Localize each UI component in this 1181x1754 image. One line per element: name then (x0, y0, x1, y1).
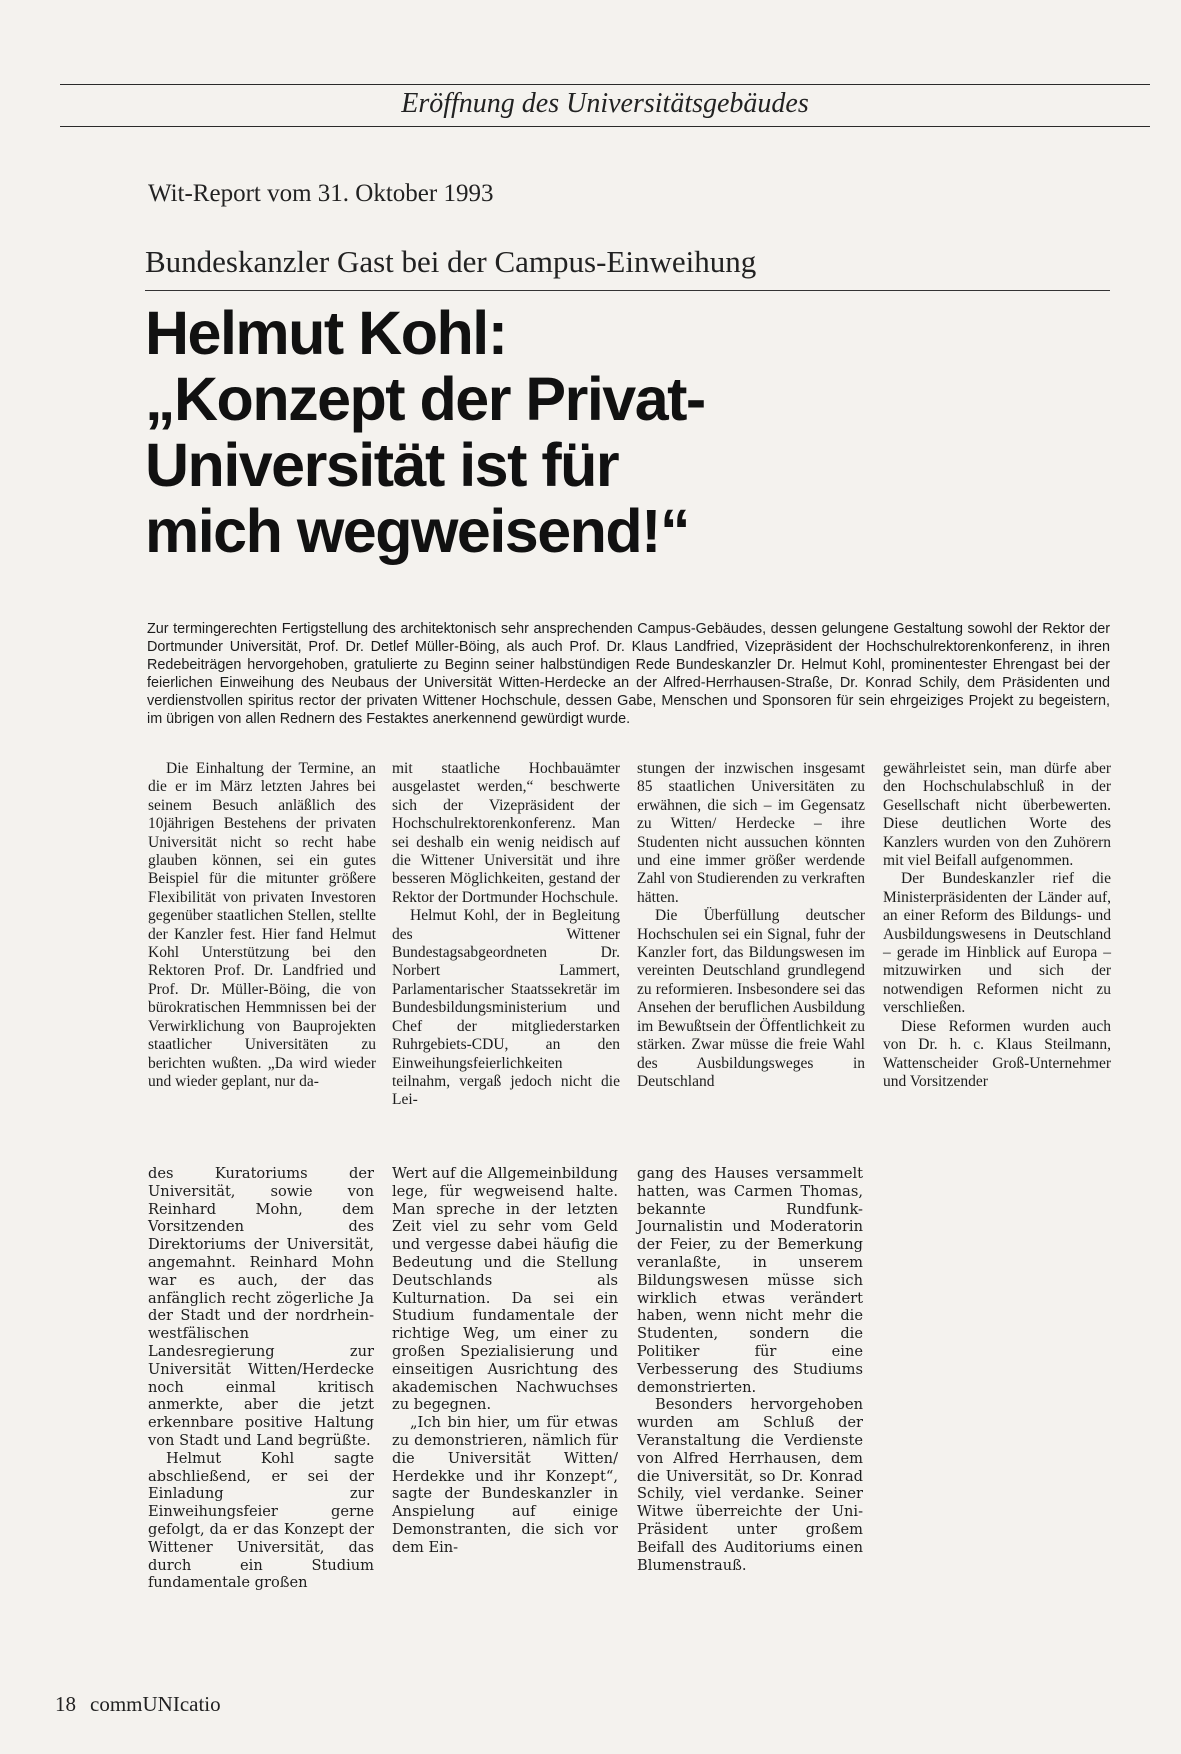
article-paragraph: Helmut Kohl, der in Begleitung des Wittener Bundestagsabgeordneten Dr. Norbert Lammert, Parlamentarischer Staatssekretär im Bundesbildungsministerium und Chef der mitgliederstarken Ruhrgebiets-CDU, an den Einweihungsfeierlichkeiten teilnahm, vergaß jedoch nicht die Lei- (392, 907, 620, 1109)
article-paragraph: des Kuratoriums der Universität, sowie von Reinhard Mohn, dem Vorsitzenden des Direktoriums der Universität, angemahnt. Reinhard Mohn war es auch, der das anfänglich recht zögerliche Ja der Stadt und der nordrhein-westfälischen Landesregierung zur Universität Witten/Herdecke noch einmal kritisch anmerkte, aber die jetzt erkennbare positive Haltung von Stadt und Land begrüßte. (148, 1165, 374, 1449)
headline-line: „Konzept der Privat- (145, 365, 705, 433)
article-paragraph: Diese Reformen wurden auch von Dr. h. c. Klaus Steilmann, Wattenscheider Groß-Unternehmer und Vorsitzender (883, 1017, 1111, 1090)
article-paragraph: gewährleistet sein, man dürfe aber den Hochschulabschluß in der Gesellschaft nicht überbewerten. Diese deutlichen Worte des Kanzlers wurden von den Zuhörern mit viel Beifall aufgenommen. (883, 760, 1111, 870)
article-paragraph: Die Überfüllung deutscher Hochschulen sei ein Signal, fuhr der Kanzler fort, das Bildungswesen im vereinten Deutschland grundlegend zu reformieren. Insbesondere sei das Ansehen der beruflichen Ausbildung im Bewußtsein der Öffentlichkeit zu stärken. Zwar müsse die freie Wahl des Ausbildungsweges in Deutschland (637, 907, 865, 1090)
headline-line: Universität ist für (145, 431, 619, 499)
headline-line: mich wegweisend!“ (145, 497, 689, 565)
article-column (148, 1165, 374, 1592)
article-column (637, 760, 865, 1091)
article-paragraph: gang des Hauses versammelt hatten, was Carmen Thomas, bekannte Rundfunk-Journalistin und Moderatorin der Feier, zu der Bemerkung veranlaßte, in unserem Bildungswesen müsse sich wirklich etwas verändert haben, wenn nicht mehr die Studenten, sondern die Politiker für eine Verbesserung des Studiums demonstrierten. (637, 1165, 863, 1396)
page-number: 18 (55, 1692, 76, 1716)
article-column (637, 1165, 863, 1574)
section-title: Eröffnung des Universitätsgebäudes (401, 88, 809, 119)
lead-paragraph: Zur termingerechten Fertigstellung des architektonisch sehr ansprechenden Campus-Gebäudes, dessen gelungene Gestaltung sowohl der Rektor der Dortmunder Universität, Prof. Dr. Detlef Müller-Böing, als auch Prof. Dr. Klaus Landfried, Vizepräsident der Hochschulrektorenkonferenz, in ihren Redebeiträgen hervorgehoben, gratulierte zu Beginn seiner halbstündigen Rede Bundeskanzler Dr. Helmut Kohl, prominentester Ehrengast bei der feierlichen Einweihung des Neubaus der Universität Witten-Herdecke an der Alfred-Herrhausen-Straße, Dr. Konrad Schily, dem Präsidenten und verdienstvollen spiritus rector der privaten Wittener Hochschule, dessen Gabe, Menschen und Sponsoren für sein ehrgeiziges Projekt zu begeistern, im übrigen von allen Rednern des Festaktes anerkennend gewürdigt wurde. (147, 621, 1110, 727)
article-paragraph: Wert auf die Allgemeinbildung lege, für wegweisend halte. Man spreche in der letzten Zeit viel zu sehr vom Geld und vergesse dabei häufig die Bedeutung und die Stellung Deutschlands als Kulturnation. Da sei ein Studium fundamentale der richtige Weg, um einer zu großen Spezialisierung und einseitigen Ausrichtung des akademischen Nachwuchses zu begegnen. (392, 1165, 618, 1414)
magazine-name: commUNIcatio (90, 1692, 221, 1716)
section-rule (60, 126, 1150, 127)
headline-line: Helmut Kohl: (145, 299, 507, 367)
article-paragraph: Besonders hervorgehoben wurden am Schluß der Veranstaltung die Verdienste von Alfred Herrhausen, dem die Universität, so Dr. Konrad Schily, viel verdanke. Seiner Witwe überreichte der Uni-Präsident unter großem Beifall des Auditoriums einen Blumenstrauß. (637, 1396, 863, 1574)
report-date-line: Wit-Report vom 31. Oktober 1993 (148, 180, 494, 207)
page-footer (55, 1692, 221, 1717)
article-paragraph: Die Einhaltung der Termine, an die er im März letzten Jahres bei seinem Besuch anläßlich des 10jährigen Bestehens der privaten Universität nicht so recht habe glauben können, sei ein gutes Beispiel für die mitunter größere Flexibilität von privaten Investoren gegenüber staatlichen Stellen, stellte der Kanzler fest. Hier fand Helmut Kohl Unterstützung bei den Rektoren Prof. Dr. Landfried und Prof. Dr. Müller-Böing, die von bürokratischen Hemmnissen bei der Verwirklichung von Bauprojekten staatlicher Universitäten zu berichten wußten. „Da wird wieder und wieder geplant, nur da- (148, 760, 376, 1090)
article-paragraph: Helmut Kohl sagte abschließend, er sei der Einladung zur Einweihungsfeier gerne gefolgt, da er das Konzept der Wittener Universität, das durch ein Studium fundamentale großen (148, 1449, 374, 1592)
top-rule (60, 84, 1150, 85)
article-paragraph: stungen der inzwischen insgesamt 85 staatlichen Universitäten zu erwähnen, die sich – im Gegensatz zu Witten/ Herdecke – ihre Studenten nicht aussuchen könnten und eine immer größer werdende Zahl von Studierenden zu verkraften hätten. (637, 760, 865, 906)
headline (145, 300, 905, 564)
article-column (392, 760, 620, 1110)
article-paragraph: Der Bundeskanzler rief die Ministerpräsidenten der Länder auf, an einer Reform des Bildungs- und Ausbildungswesens in Deutschland – gerade im Hinblick auf Europa – mitzuwirken und sich der notwendigen Reformen nicht zu verschließen. (883, 870, 1111, 1017)
article-column (883, 760, 1111, 1091)
kicker-rule (145, 290, 1110, 291)
article-paragraph: mit staatliche Hochbauämter ausgelastet werden,“ beschwerte sich der Vizepräsident der Hochschulrektorenkonferenz. Man sei deshalb ein wenig neidisch auf die Wittener Universität und ihre besseren Möglichkeiten, gestand der Rektor der Dortmunder Hochschule. (392, 760, 620, 906)
article-column (148, 760, 376, 1091)
kicker-title: Bundeskanzler Gast bei der Campus-Einweihung (145, 244, 757, 279)
article-column (392, 1165, 618, 1557)
article-paragraph: „Ich bin hier, um für etwas zu demonstrieren, nämlich für die Universität Witten/ Herdekke und ihr Konzept“, sagte der Bundeskanzler in Anspielung auf einige Demonstranten, die sich vor dem Ein- (392, 1414, 618, 1556)
